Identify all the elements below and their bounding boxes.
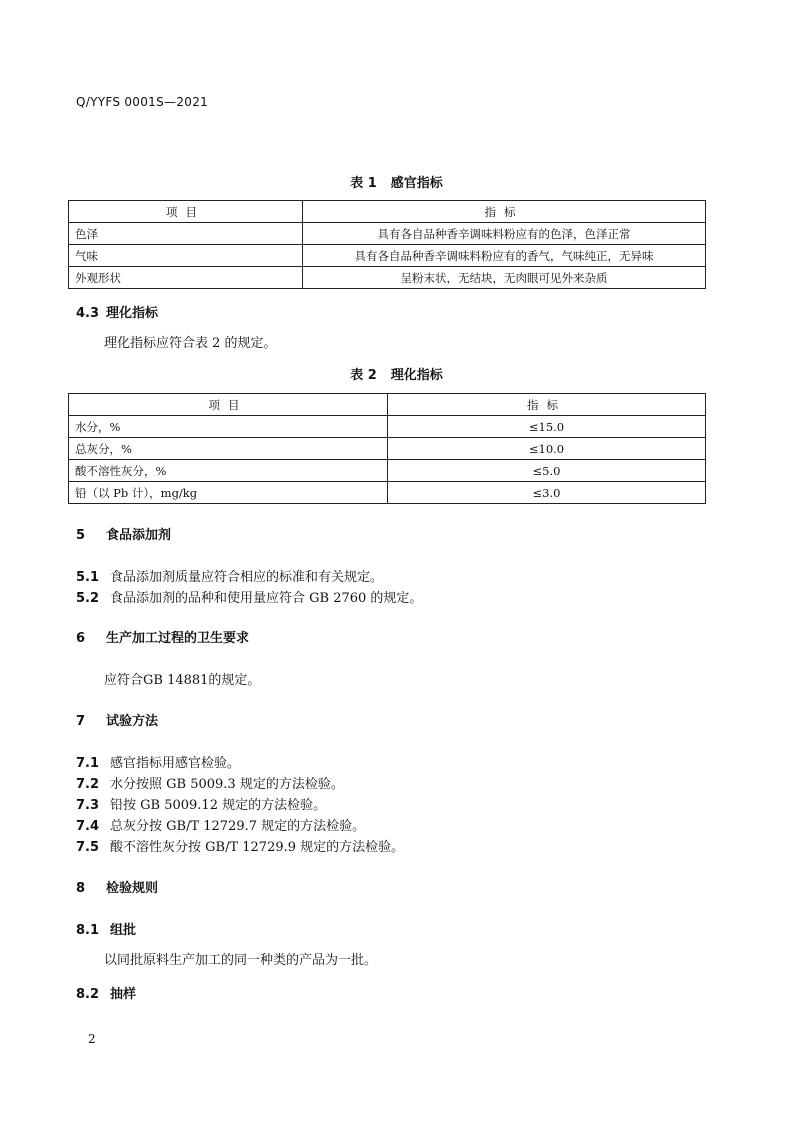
table-cell: ≤5.0 [388,460,706,482]
item-text: 铅按 GB 5009.12 规定的方法检验。 [110,798,327,813]
physicochemical-table [68,393,706,504]
item-text: 感官指标用感官检验。 [110,756,241,771]
section-title: 抽样 [110,987,137,1002]
item-number: 5.2 [76,591,100,606]
item-text: 水分按照 GB 5009.3 规定的方法检验。 [110,777,344,792]
list-item [76,815,365,834]
table-cell: 色泽 [69,223,303,245]
page-number: 2 [88,1032,96,1046]
table-row [69,460,706,482]
table-cell: 水分，% [69,416,388,438]
table-header-cell: 项目 [69,201,303,223]
section-6-heading [76,627,249,646]
table-cell: 具有各自品种香辛调味料粉应有的色泽，色泽正常 [303,223,706,245]
item-number: 5.1 [76,570,100,585]
section-5-heading [76,524,171,543]
table-header-cell: 项目 [69,394,388,416]
list-item [76,773,344,792]
table-row [69,416,706,438]
item-number: 7.2 [76,777,100,792]
section-8-1-heading [76,919,136,938]
list-item [76,752,240,771]
section-title: 试验方法 [106,714,159,729]
table-cell: 具有各自品种香辛调味料粉应有的香气，气味纯正，无异味 [303,245,706,267]
section-8-2-heading [76,983,136,1002]
table-row [69,438,706,460]
section-number: 7 [76,714,86,729]
table1-caption-number: 表 1 [350,176,377,191]
table-header-cell: 指标 [388,394,706,416]
section-7-heading [76,710,158,729]
item-number: 7.3 [76,798,100,813]
section-6-text: 应符合GB 14881的规定。 [104,673,261,688]
item-number: 7.1 [76,756,100,771]
item-number: 7.4 [76,819,100,834]
table-row [69,482,706,504]
table1-caption [0,172,793,191]
table2-caption [0,364,793,383]
section-title: 生产加工过程的卫生要求 [106,631,250,646]
section-8-1-text: 以同批原料生产加工的同一种类的产品为一批。 [104,953,378,968]
table-header-cell: 指标 [303,201,706,223]
item-text: 食品添加剂质量应符合相应的标准和有关规定。 [110,570,384,585]
section-4-3-text: 理化指标应符合表 2 的规定。 [104,336,277,351]
section-number: 8.1 [76,923,100,938]
list-item [76,836,404,855]
list-item [76,794,326,813]
list-item [76,587,422,606]
section-number: 8.2 [76,987,100,1002]
table2-caption-number: 表 2 [350,368,377,383]
sensory-table [68,200,706,289]
section-title: 理化指标 [106,306,159,321]
document-code: Q/YYFS 0001S—2021 [76,95,209,109]
table-header-row [69,201,706,223]
table-cell: 铅（以 Pb 计），mg/kg [69,482,388,504]
section-number: 6 [76,631,86,646]
table-cell: ≤10.0 [388,438,706,460]
item-text: 酸不溶性灰分按 GB/T 12729.9 规定的方法检验。 [110,840,405,855]
section-8-heading [76,877,158,896]
item-text: 食品添加剂的品种和使用量应符合 GB 2760 的规定。 [110,591,423,606]
section-4-3-heading [76,302,158,321]
item-text: 总灰分按 GB/T 12729.7 规定的方法检验。 [110,819,366,834]
table-cell: 呈粉末状，无结块，无肉眼可见外来杂质 [303,267,706,289]
section-number: 4.3 [76,306,100,321]
table-row [69,223,706,245]
table-cell: 总灰分，% [69,438,388,460]
table-row [69,267,706,289]
item-number: 7.5 [76,840,100,855]
section-number: 5 [76,528,86,543]
table-header-row [69,394,706,416]
table-row [69,245,706,267]
table2-caption-title: 理化指标 [390,368,443,383]
section-title: 检验规则 [106,881,159,896]
table1-caption-title: 感官指标 [390,176,443,191]
table-cell: 外观形状 [69,267,303,289]
section-title: 食品添加剂 [106,528,172,543]
section-title: 组批 [110,923,137,938]
table-cell: ≤3.0 [388,482,706,504]
section-number: 8 [76,881,86,896]
list-item [76,566,383,585]
table-cell: 酸不溶性灰分，% [69,460,388,482]
table-cell: ≤15.0 [388,416,706,438]
table-cell: 气味 [69,245,303,267]
